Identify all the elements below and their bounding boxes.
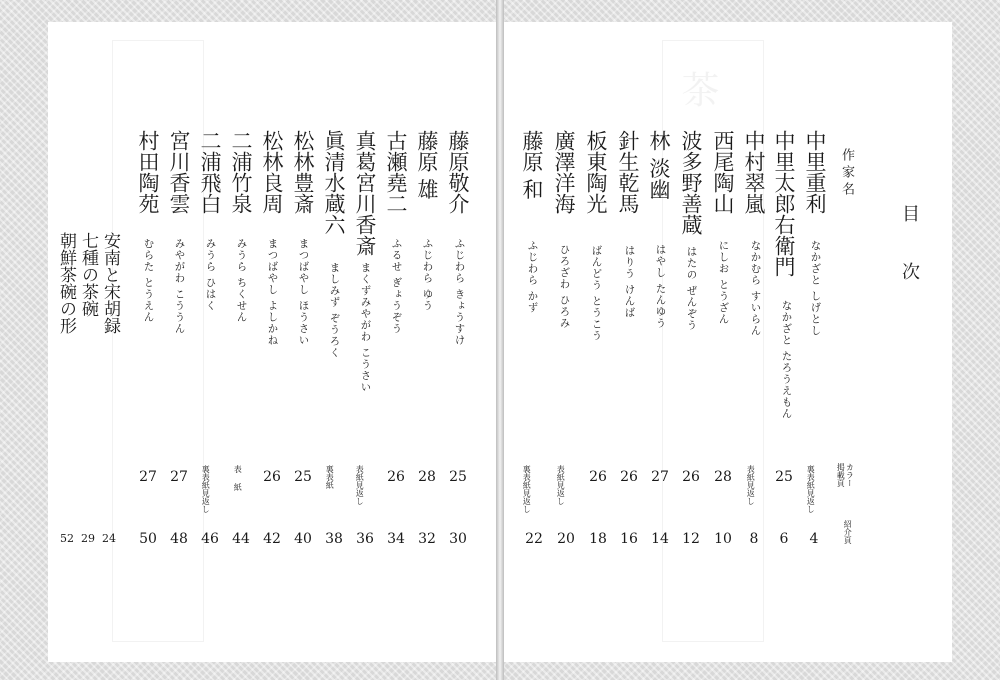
entry-intro-page: 50: [139, 531, 157, 547]
entry-name: 松林豊斎: [291, 130, 315, 214]
entry-color-page: 26: [620, 469, 638, 485]
entry-color-page: 裏表紙見返し: [201, 465, 211, 513]
entry-reading: なかざと しげとし: [809, 240, 822, 337]
entry-color-page: 26: [589, 469, 607, 485]
entry-intro-page: 10: [714, 531, 732, 547]
entry-reading: はたの ぜんぞう: [685, 246, 698, 331]
entry-reading: ひろざわ ひろみ: [558, 244, 571, 329]
entry-intro-page: 18: [589, 531, 607, 547]
entry-color-page: 25: [449, 469, 467, 485]
entry-color-page: 26: [263, 469, 281, 485]
entry-color-page: 表紙: [233, 465, 243, 501]
entry-name: 藤原敬介: [446, 130, 470, 214]
entry-intro-page: 8: [749, 531, 759, 547]
entry-intro-page: 46: [201, 531, 219, 547]
entry-reading: みうら ひはく: [204, 238, 217, 312]
entry-name: 中里太郎右衛門: [772, 130, 796, 277]
entry-reading: ばんどう とうこう: [590, 245, 603, 342]
entry-reading: まくずみやがわ こうさい: [359, 262, 372, 393]
header-artist-name: 作家名: [839, 148, 854, 199]
entry-color-page: 25: [294, 469, 312, 485]
entry-name: 林 淡幽: [647, 130, 671, 200]
entry-reading: ふじわら かず: [526, 240, 539, 314]
entry-reading: ふるせ ぎょうぞう: [390, 238, 403, 335]
show-through-text: 茶: [675, 70, 719, 108]
entry-color-page: 26: [387, 469, 405, 485]
entry-intro-page: 14: [651, 531, 669, 547]
entry-name: 眞清水蔵六: [322, 130, 346, 235]
entry-intro-page: 36: [356, 531, 374, 547]
entry-intro-page: 32: [418, 531, 436, 547]
entry-color-page: 表紙見返し: [355, 465, 365, 505]
entry-intro-page: 20: [557, 531, 575, 547]
entry-name: 板東陶光: [584, 130, 608, 214]
entry-name: 針生乾馬: [616, 130, 640, 214]
entry-name: 松林良周: [260, 130, 284, 214]
entry-reading: みやがわ こううん: [173, 238, 186, 335]
entry-reading: みうら ちくせん: [235, 238, 248, 323]
entry-intro-page: 30: [449, 531, 467, 547]
entry-color-page: 26: [682, 469, 700, 485]
entry-name: 藤原 雄: [415, 130, 439, 200]
entry-reading: なかむら すいらん: [749, 240, 762, 337]
entry-color-page: 裏表紙見返し: [806, 465, 816, 513]
entry-color-page: 表紙見返し: [746, 465, 756, 505]
entry-intro-page: 16: [620, 531, 638, 547]
entry-name: 二浦飛白: [198, 130, 222, 214]
article-title: 安南と宋胡録: [100, 232, 120, 334]
article-page: 24: [102, 532, 116, 545]
entry-color-page: 表紙見返し: [556, 465, 566, 505]
article-page: 52: [60, 532, 74, 545]
entry-intro-page: 42: [263, 531, 281, 547]
entry-intro-page: 12: [682, 531, 700, 547]
entry-intro-page: 34: [387, 531, 405, 547]
entry-reading: はやし たんゆう: [654, 244, 667, 329]
entry-color-page: 裏表紙見返し: [522, 465, 532, 513]
entry-reading: まつばやし ほうさい: [297, 238, 310, 346]
entry-color-page: 27: [170, 469, 188, 485]
entry-reading: にしお とうざん: [717, 240, 730, 325]
header-intro-page: 紹介頁: [843, 520, 853, 544]
entry-name: 古瀬堯二: [384, 130, 408, 214]
entry-color-page: 27: [651, 469, 669, 485]
entry-reading: はりう けんば: [623, 245, 636, 319]
entry-name: 村田陶苑: [136, 130, 160, 214]
entry-reading: ましみず ぞうろく: [328, 262, 341, 359]
entry-color-page: 裏表紙: [325, 465, 335, 489]
entry-reading: まつばやし よしかね: [266, 238, 279, 346]
entry-color-page: 28: [418, 469, 436, 485]
article-title: 朝鮮茶碗の形: [56, 232, 76, 334]
entry-color-page: 28: [714, 469, 732, 485]
entry-reading: ふじわら きょうすけ: [453, 238, 466, 346]
entry-intro-page: 44: [232, 531, 250, 547]
entry-name: 中村翠嵐: [742, 130, 766, 214]
header-color-page: カラー 掲載頁: [836, 463, 855, 487]
entry-intro-page: 40: [294, 531, 312, 547]
entry-name: 真葛宮川香斎: [353, 130, 377, 256]
entry-intro-page: 6: [779, 531, 789, 547]
entry-intro-page: 48: [170, 531, 188, 547]
entry-reading: ふじわら ゆう: [421, 238, 434, 312]
entry-name: 波多野善蔵: [679, 130, 703, 235]
entry-color-page: 27: [139, 469, 157, 485]
article-title: 七種の茶碗: [78, 232, 98, 317]
book-gutter: [496, 0, 504, 680]
entry-name: 二浦竹泉: [229, 130, 253, 214]
entry-intro-page: 4: [809, 531, 819, 547]
entry-name: 宮川香雲: [167, 130, 191, 214]
entry-name: 藤原 和: [520, 130, 544, 200]
entry-name: 廣澤洋海: [552, 130, 576, 214]
entry-color-page: 25: [775, 469, 793, 485]
article-page: 29: [81, 532, 95, 545]
entry-name: 中里重利: [803, 130, 827, 214]
entry-intro-page: 22: [525, 531, 543, 547]
page-title: 目次: [899, 204, 920, 320]
entry-intro-page: 38: [325, 531, 343, 547]
entry-reading: むらた とうえん: [142, 238, 155, 323]
entry-name: 西尾陶山: [711, 130, 735, 214]
entry-reading: なかざと たろうえもん: [780, 300, 793, 420]
